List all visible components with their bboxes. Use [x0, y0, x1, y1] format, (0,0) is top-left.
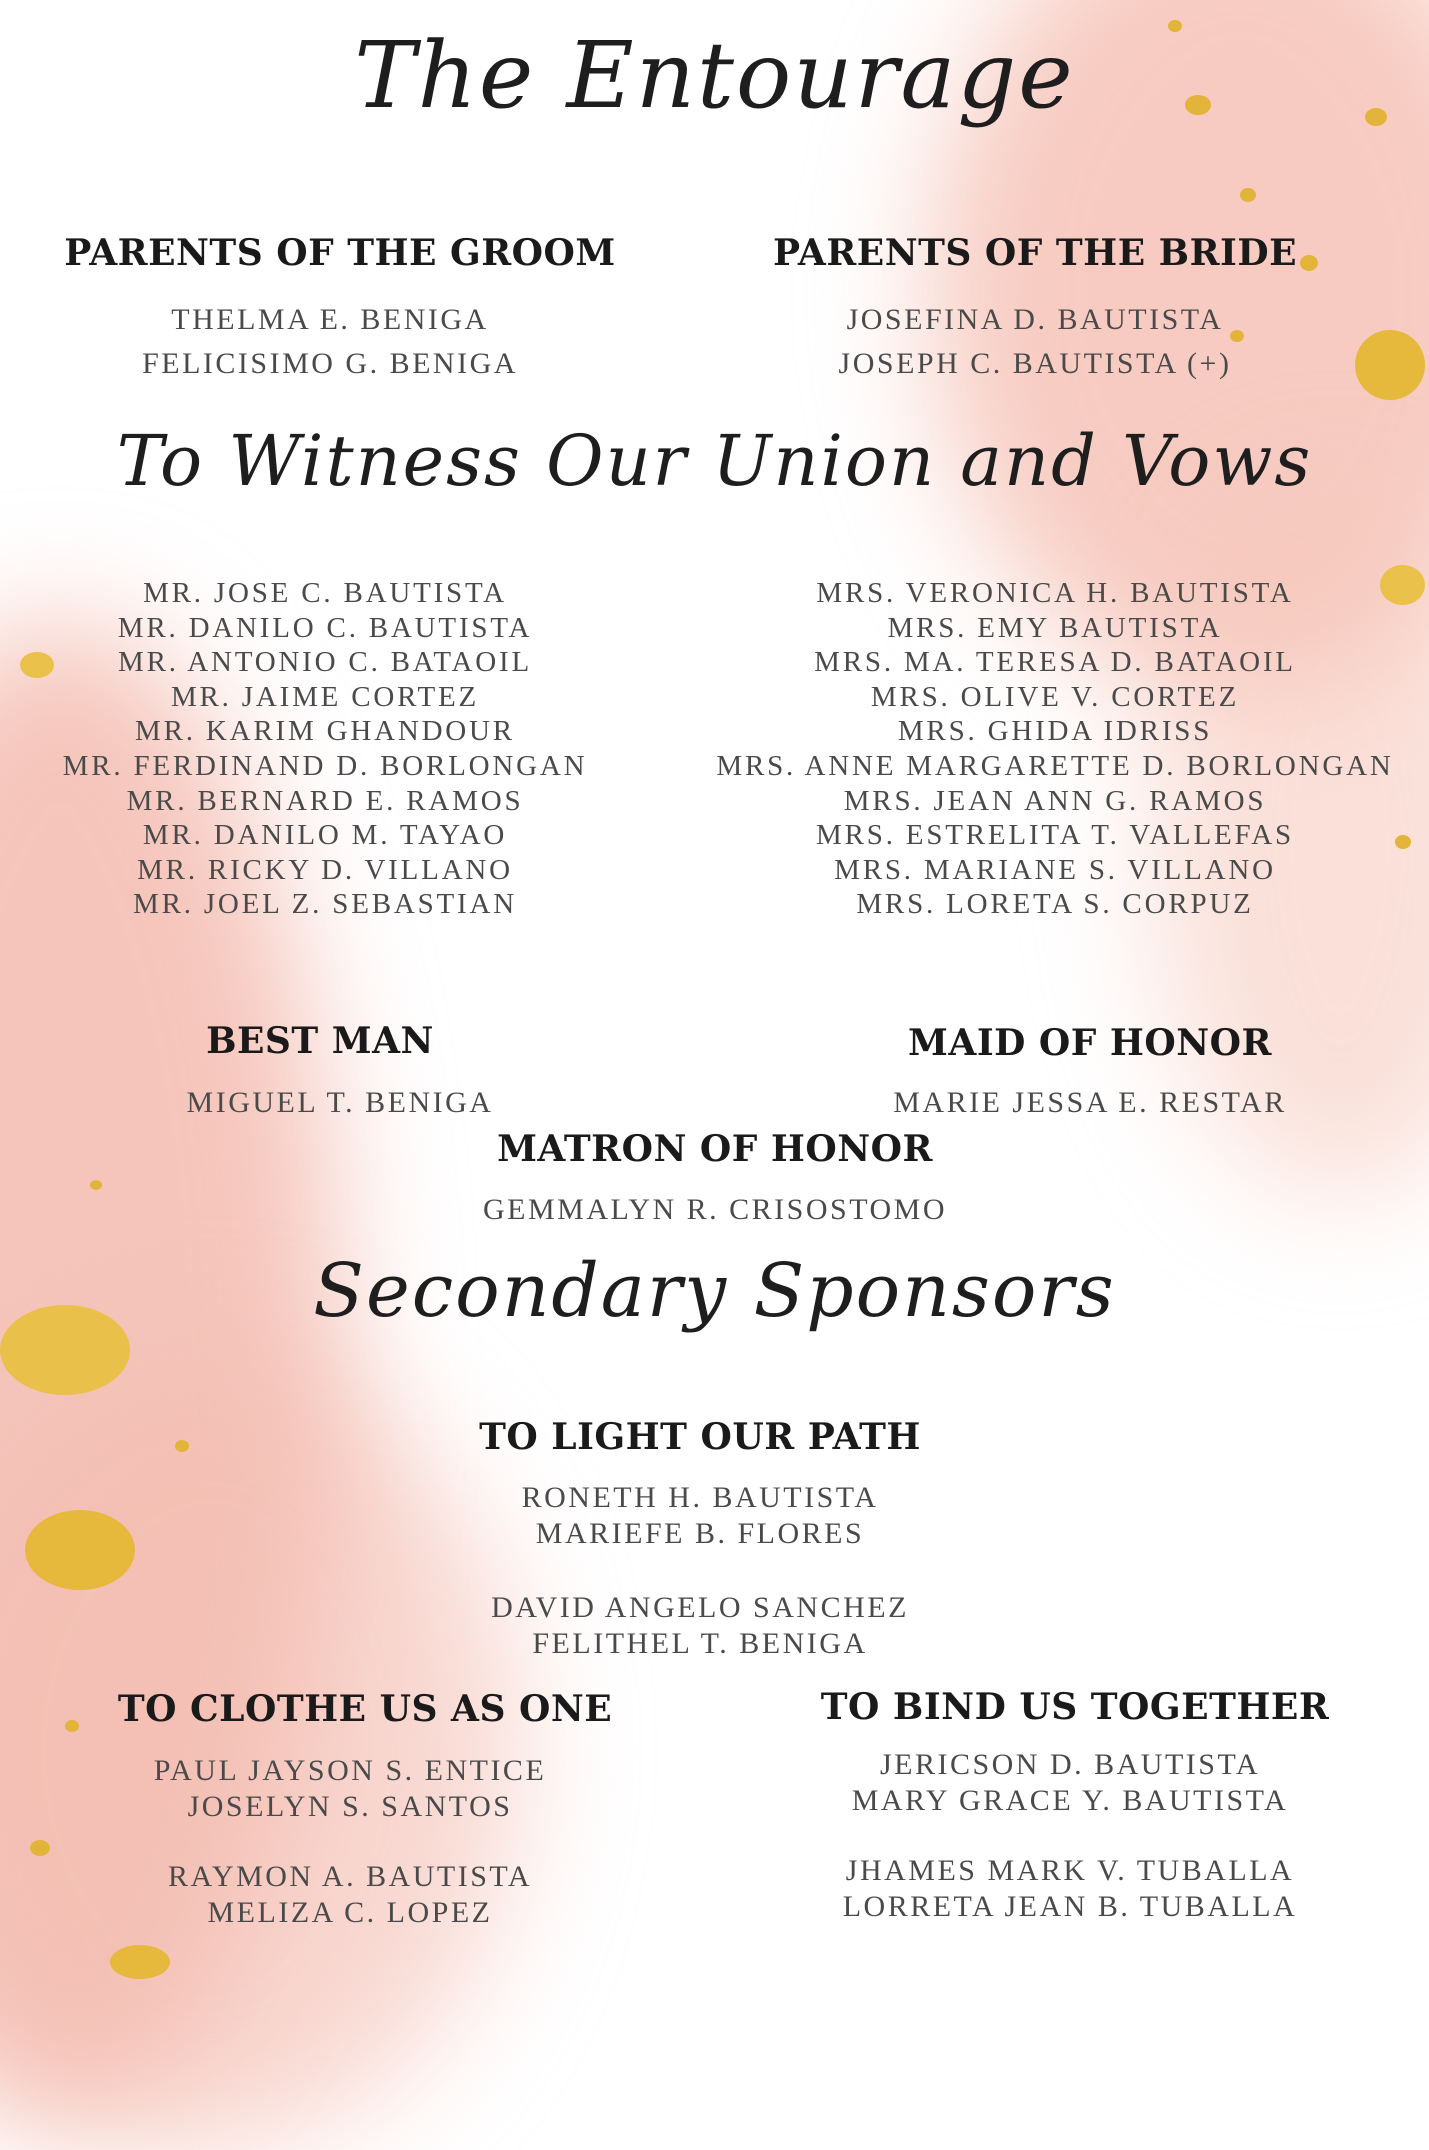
bind-names [760, 1747, 1380, 1925]
name-line: MRS. GHIDA IDRISS [897, 715, 1213, 748]
name-line: MR. JAIME CORTEZ [170, 680, 480, 713]
clothe-names [70, 1753, 630, 1931]
name-line: MR. BERNARD E. RAMOS [126, 784, 524, 817]
best-man-name: MIGUEL T. BENIGA [186, 1086, 494, 1119]
witness-men-list [30, 576, 620, 922]
best-man-heading: BEST MAN [206, 1020, 434, 1062]
name-line: MRS. OLIVE V. CORTEZ [870, 680, 1240, 713]
name-line: JHAMES MARK V. TUBALLA [845, 1854, 1295, 1887]
name-line: MRS. MA. TERESA D. BATAOIL [814, 646, 1296, 679]
name-line: DAVID ANGELO SANCHEZ [491, 1591, 909, 1624]
name-line [70, 1825, 630, 1859]
name-line: RONETH H. BAUTISTA [521, 1481, 879, 1514]
name-line: MR. FERDINAND D. BORLONGAN [62, 749, 588, 782]
name-line: JOSEPH C. BAUTISTA (+) [838, 347, 1232, 380]
maid-of-honor-name: MARIE JESSA E. RESTAR [893, 1086, 1287, 1119]
bride-parents-heading: PARENTS OF THE BRIDE [772, 232, 1298, 274]
name-line: LORRETA JEAN B. TUBALLA [842, 1890, 1298, 1923]
name-line: MRS. ANNE MARGARETTE D. BORLONGAN [716, 749, 1394, 782]
name-line: MR. DANILO C. BAUTISTA [117, 611, 533, 644]
secondary-sponsors-title: Secondary Sponsors [313, 1248, 1116, 1334]
bride-parents-names [735, 298, 1335, 386]
name-line: MR. DANILO M. TAYAO [142, 819, 508, 852]
name-line: MRS. VERONICA H. BAUTISTA [816, 577, 1294, 609]
clothe-heading: TO CLOTHE US AS ONE [117, 1688, 613, 1730]
name-line: FELITHEL T. BENIGA [532, 1627, 868, 1660]
witness-title: To Witness Our Union and Vows [116, 420, 1313, 502]
name-line: RAYMON A. BAUTISTA [167, 1860, 533, 1893]
name-line: MR. ANTONIO C. BATAOIL [117, 646, 532, 679]
name-line: MELIZA C. LOPEZ [207, 1896, 493, 1929]
matron-of-honor-name: GEMMALYN R. CRISOSTOMO [483, 1193, 947, 1226]
maid-of-honor-heading: MAID OF HONOR [908, 1022, 1272, 1064]
light-path-heading: TO LIGHT OUR PATH [479, 1416, 921, 1458]
name-line: MARIEFE B. FLORES [535, 1517, 865, 1550]
name-line: MR. JOSE C. BAUTISTA [143, 577, 507, 609]
name-line: MRS. EMY BAUTISTA [887, 611, 1223, 644]
groom-parents-names [40, 298, 620, 386]
name-line: JOSELYN S. SANTOS [187, 1790, 513, 1823]
name-line: MARY GRACE Y. BAUTISTA [851, 1784, 1289, 1817]
page-title: The Entourage [354, 22, 1075, 129]
name-line: THELMA E. BENIGA [171, 303, 489, 336]
name-line: FELICISIMO G. BENIGA [142, 347, 518, 380]
name-line: MRS. LORETA S. CORPUZ [856, 888, 1254, 921]
bind-heading: TO BIND US TOGETHER [820, 1686, 1330, 1728]
name-line: PAUL JAYSON S. ENTICE [153, 1754, 547, 1787]
name-line: MR. JOEL Z. SEBASTIAN [133, 888, 517, 921]
name-line [400, 1552, 1000, 1590]
name-line: MRS. MARIANE S. VILLANO [834, 853, 1276, 886]
name-line: JERICSON D. BAUTISTA [879, 1748, 1261, 1781]
name-line: MRS. ESTRELITA T. VALLEFAS [816, 819, 1294, 852]
light-path-names [400, 1480, 1000, 1662]
matron-of-honor-heading: MATRON OF HONOR [497, 1128, 933, 1170]
witness-women-list [700, 576, 1410, 922]
name-line: MR. KARIM GHANDOUR [135, 715, 515, 748]
name-line: JOSEFINA D. BAUTISTA [846, 303, 1224, 336]
name-line [760, 1819, 1380, 1853]
name-line: MR. RICKY D. VILLANO [137, 853, 513, 886]
groom-parents-heading: PARENTS OF THE GROOM [64, 232, 616, 274]
name-line: MRS. JEAN ANN G. RAMOS [843, 784, 1267, 817]
